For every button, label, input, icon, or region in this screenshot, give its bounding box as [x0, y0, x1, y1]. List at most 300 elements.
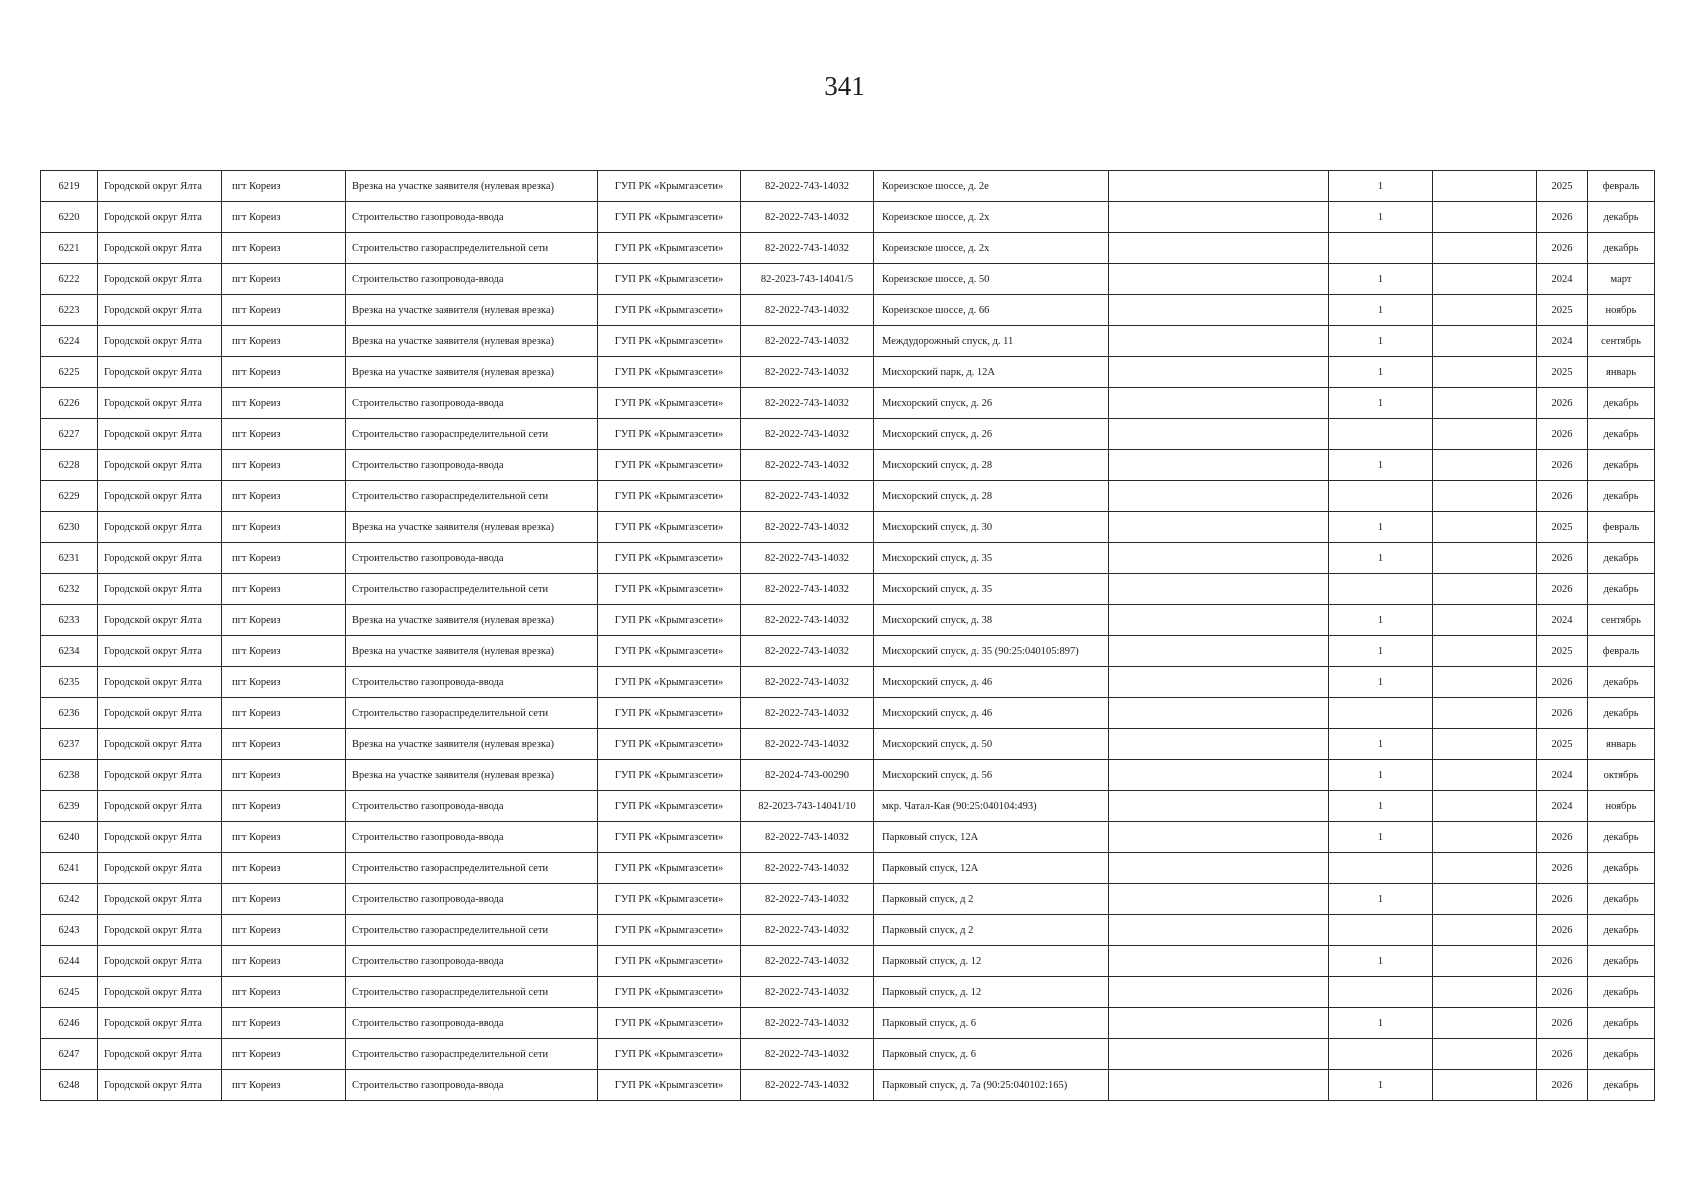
row-number-cell: 6241 — [41, 853, 98, 884]
year-cell: 2026 — [1537, 233, 1588, 264]
count-cell: 1 — [1329, 295, 1433, 326]
year-cell: 2025 — [1537, 512, 1588, 543]
locality-cell: пгт Кореиз — [222, 264, 346, 295]
table-row — [41, 915, 1655, 946]
address-cell: Мисхорский спуск, д. 56 — [874, 760, 1109, 791]
work-type-cell: Строительство газопровода-ввода — [346, 202, 598, 233]
tech-conditions-cell: 82-2022-743-14032 — [741, 822, 874, 853]
month-cell: февраль — [1588, 636, 1655, 667]
tech-conditions-cell: 82-2022-743-14032 — [741, 977, 874, 1008]
address-cell: Мисхорский спуск, д. 26 — [874, 388, 1109, 419]
table-row — [41, 667, 1655, 698]
organization-cell: ГУП РК «Крымгазсети» — [598, 419, 741, 450]
year-cell: 2026 — [1537, 481, 1588, 512]
month-cell: октябрь — [1588, 760, 1655, 791]
count-cell: 1 — [1329, 388, 1433, 419]
district-cell: Городской округ Ялта — [98, 729, 222, 760]
empty-cell — [1433, 326, 1537, 357]
month-cell: декабрь — [1588, 450, 1655, 481]
count-cell — [1329, 853, 1433, 884]
tech-conditions-cell: 82-2024-743-00290 — [741, 760, 874, 791]
empty-cell — [1433, 1070, 1537, 1101]
count-cell — [1329, 233, 1433, 264]
table-row — [41, 295, 1655, 326]
table-row — [41, 760, 1655, 791]
address-cell: Мисхорский спуск, д. 26 — [874, 419, 1109, 450]
register-table-body — [41, 171, 1655, 1101]
gasification-register-table — [40, 170, 1655, 1101]
address-cell: Мисхорский спуск, д. 35 — [874, 543, 1109, 574]
work-type-cell: Врезка на участке заявителя (нулевая врезка) — [346, 357, 598, 388]
year-cell: 2026 — [1537, 822, 1588, 853]
empty-cell — [1109, 729, 1329, 760]
district-cell: Городской округ Ялта — [98, 977, 222, 1008]
district-cell: Городской округ Ялта — [98, 233, 222, 264]
locality-cell: пгт Кореиз — [222, 233, 346, 264]
empty-cell — [1433, 946, 1537, 977]
organization-cell: ГУП РК «Крымгазсети» — [598, 171, 741, 202]
empty-cell — [1109, 946, 1329, 977]
address-cell: Кореизское шоссе, д. 2е — [874, 171, 1109, 202]
month-cell: март — [1588, 264, 1655, 295]
district-cell: Городской округ Ялта — [98, 171, 222, 202]
table-row — [41, 636, 1655, 667]
organization-cell: ГУП РК «Крымгазсети» — [598, 233, 741, 264]
count-cell: 1 — [1329, 543, 1433, 574]
empty-cell — [1109, 698, 1329, 729]
tech-conditions-cell: 82-2022-743-14032 — [741, 853, 874, 884]
work-type-cell: Строительство газопровода-ввода — [346, 1070, 598, 1101]
table-row — [41, 791, 1655, 822]
empty-cell — [1109, 326, 1329, 357]
district-cell: Городской округ Ялта — [98, 822, 222, 853]
work-type-cell: Строительство газопровода-ввода — [346, 884, 598, 915]
count-cell: 1 — [1329, 667, 1433, 698]
address-cell: мкр. Чатал-Кая (90:25:040104:493) — [874, 791, 1109, 822]
count-cell: 1 — [1329, 512, 1433, 543]
month-cell: февраль — [1588, 512, 1655, 543]
empty-cell — [1109, 295, 1329, 326]
work-type-cell: Врезка на участке заявителя (нулевая врезка) — [346, 636, 598, 667]
district-cell: Городской округ Ялта — [98, 1039, 222, 1070]
row-number-cell: 6240 — [41, 822, 98, 853]
organization-cell: ГУП РК «Крымгазсети» — [598, 977, 741, 1008]
tech-conditions-cell: 82-2022-743-14032 — [741, 1039, 874, 1070]
row-number-cell: 6244 — [41, 946, 98, 977]
year-cell: 2026 — [1537, 884, 1588, 915]
count-cell: 1 — [1329, 264, 1433, 295]
district-cell: Городской округ Ялта — [98, 450, 222, 481]
locality-cell: пгт Кореиз — [222, 419, 346, 450]
row-number-cell: 6234 — [41, 636, 98, 667]
year-cell: 2026 — [1537, 1070, 1588, 1101]
month-cell: декабрь — [1588, 1070, 1655, 1101]
locality-cell: пгт Кореиз — [222, 791, 346, 822]
organization-cell: ГУП РК «Крымгазсети» — [598, 574, 741, 605]
empty-cell — [1109, 915, 1329, 946]
district-cell: Городской округ Ялта — [98, 326, 222, 357]
work-type-cell: Врезка на участке заявителя (нулевая врезка) — [346, 295, 598, 326]
organization-cell: ГУП РК «Крымгазсети» — [598, 512, 741, 543]
organization-cell: ГУП РК «Крымгазсети» — [598, 481, 741, 512]
empty-cell — [1109, 667, 1329, 698]
month-cell: декабрь — [1588, 977, 1655, 1008]
locality-cell: пгт Кореиз — [222, 326, 346, 357]
year-cell: 2024 — [1537, 760, 1588, 791]
count-cell — [1329, 481, 1433, 512]
organization-cell: ГУП РК «Крымгазсети» — [598, 1008, 741, 1039]
empty-cell — [1433, 636, 1537, 667]
locality-cell: пгт Кореиз — [222, 605, 346, 636]
year-cell: 2024 — [1537, 264, 1588, 295]
locality-cell: пгт Кореиз — [222, 357, 346, 388]
tech-conditions-cell: 82-2022-743-14032 — [741, 388, 874, 419]
empty-cell — [1109, 760, 1329, 791]
empty-cell — [1433, 388, 1537, 419]
year-cell: 2026 — [1537, 202, 1588, 233]
month-cell: ноябрь — [1588, 295, 1655, 326]
row-number-cell: 6220 — [41, 202, 98, 233]
tech-conditions-cell: 82-2022-743-14032 — [741, 915, 874, 946]
empty-cell — [1109, 853, 1329, 884]
tech-conditions-cell: 82-2022-743-14032 — [741, 512, 874, 543]
count-cell — [1329, 419, 1433, 450]
work-type-cell: Строительство газопровода-ввода — [346, 946, 598, 977]
year-cell: 2026 — [1537, 574, 1588, 605]
district-cell: Городской округ Ялта — [98, 202, 222, 233]
work-type-cell: Строительство газопровода-ввода — [346, 667, 598, 698]
organization-cell: ГУП РК «Крымгазсети» — [598, 791, 741, 822]
empty-cell — [1433, 233, 1537, 264]
table-row — [41, 450, 1655, 481]
row-number-cell: 6222 — [41, 264, 98, 295]
row-number-cell: 6243 — [41, 915, 98, 946]
empty-cell — [1109, 1070, 1329, 1101]
empty-cell — [1109, 450, 1329, 481]
empty-cell — [1433, 512, 1537, 543]
empty-cell — [1433, 574, 1537, 605]
row-number-cell: 6248 — [41, 1070, 98, 1101]
address-cell: Парковый спуск, д. 6 — [874, 1039, 1109, 1070]
month-cell: декабрь — [1588, 698, 1655, 729]
row-number-cell: 6239 — [41, 791, 98, 822]
address-cell: Мисхорский спуск, д. 35 — [874, 574, 1109, 605]
tech-conditions-cell: 82-2023-743-14041/10 — [741, 791, 874, 822]
empty-cell — [1109, 481, 1329, 512]
empty-cell — [1433, 419, 1537, 450]
work-type-cell: Врезка на участке заявителя (нулевая врезка) — [346, 729, 598, 760]
month-cell: ноябрь — [1588, 791, 1655, 822]
month-cell: декабрь — [1588, 853, 1655, 884]
tech-conditions-cell: 82-2022-743-14032 — [741, 884, 874, 915]
empty-cell — [1433, 791, 1537, 822]
table-row — [41, 1008, 1655, 1039]
year-cell: 2026 — [1537, 853, 1588, 884]
work-type-cell: Врезка на участке заявителя (нулевая врезка) — [346, 171, 598, 202]
row-number-cell: 6229 — [41, 481, 98, 512]
table-row — [41, 946, 1655, 977]
address-cell: Парковый спуск, д. 6 — [874, 1008, 1109, 1039]
empty-cell — [1433, 295, 1537, 326]
locality-cell: пгт Кореиз — [222, 915, 346, 946]
empty-cell — [1433, 915, 1537, 946]
month-cell: декабрь — [1588, 481, 1655, 512]
row-number-cell: 6226 — [41, 388, 98, 419]
organization-cell: ГУП РК «Крымгазсети» — [598, 450, 741, 481]
count-cell: 1 — [1329, 357, 1433, 388]
table-row — [41, 1070, 1655, 1101]
district-cell: Городской округ Ялта — [98, 791, 222, 822]
tech-conditions-cell: 82-2022-743-14032 — [741, 326, 874, 357]
year-cell: 2025 — [1537, 357, 1588, 388]
month-cell: декабрь — [1588, 202, 1655, 233]
organization-cell: ГУП РК «Крымгазсети» — [598, 605, 741, 636]
table-row — [41, 388, 1655, 419]
tech-conditions-cell: 82-2022-743-14032 — [741, 605, 874, 636]
row-number-cell: 6221 — [41, 233, 98, 264]
count-cell: 1 — [1329, 946, 1433, 977]
count-cell — [1329, 1039, 1433, 1070]
row-number-cell: 6227 — [41, 419, 98, 450]
empty-cell — [1433, 543, 1537, 574]
work-type-cell: Строительство газораспределительной сети — [346, 574, 598, 605]
empty-cell — [1433, 667, 1537, 698]
count-cell: 1 — [1329, 636, 1433, 667]
count-cell: 1 — [1329, 326, 1433, 357]
district-cell: Городской округ Ялта — [98, 853, 222, 884]
locality-cell: пгт Кореиз — [222, 698, 346, 729]
district-cell: Городской округ Ялта — [98, 1008, 222, 1039]
work-type-cell: Врезка на участке заявителя (нулевая врезка) — [346, 512, 598, 543]
work-type-cell: Строительство газопровода-ввода — [346, 264, 598, 295]
row-number-cell: 6225 — [41, 357, 98, 388]
empty-cell — [1109, 574, 1329, 605]
locality-cell: пгт Кореиз — [222, 388, 346, 419]
organization-cell: ГУП РК «Крымгазсети» — [598, 1039, 741, 1070]
locality-cell: пгт Кореиз — [222, 760, 346, 791]
month-cell: сентябрь — [1588, 605, 1655, 636]
organization-cell: ГУП РК «Крымгазсети» — [598, 760, 741, 791]
locality-cell: пгт Кореиз — [222, 853, 346, 884]
month-cell: январь — [1588, 729, 1655, 760]
address-cell: Мисхорский спуск, д. 30 — [874, 512, 1109, 543]
organization-cell: ГУП РК «Крымгазсети» — [598, 202, 741, 233]
month-cell: декабрь — [1588, 388, 1655, 419]
empty-cell — [1433, 884, 1537, 915]
count-cell: 1 — [1329, 605, 1433, 636]
address-cell: Мисхорский спуск, д. 46 — [874, 667, 1109, 698]
year-cell: 2026 — [1537, 915, 1588, 946]
tech-conditions-cell: 82-2023-743-14041/5 — [741, 264, 874, 295]
empty-cell — [1109, 636, 1329, 667]
table-row — [41, 853, 1655, 884]
address-cell: Кореизское шоссе, д. 2х — [874, 233, 1109, 264]
row-number-cell: 6232 — [41, 574, 98, 605]
locality-cell: пгт Кореиз — [222, 946, 346, 977]
work-type-cell: Строительство газораспределительной сети — [346, 419, 598, 450]
empty-cell — [1433, 481, 1537, 512]
work-type-cell: Строительство газораспределительной сети — [346, 853, 598, 884]
district-cell: Городской округ Ялта — [98, 884, 222, 915]
tech-conditions-cell: 82-2022-743-14032 — [741, 636, 874, 667]
work-type-cell: Врезка на участке заявителя (нулевая врезка) — [346, 605, 598, 636]
organization-cell: ГУП РК «Крымгазсети» — [598, 884, 741, 915]
row-number-cell: 6235 — [41, 667, 98, 698]
year-cell: 2026 — [1537, 543, 1588, 574]
empty-cell — [1433, 357, 1537, 388]
address-cell: Мисхорский спуск, д. 28 — [874, 450, 1109, 481]
count-cell: 1 — [1329, 884, 1433, 915]
address-cell: Мисхорский парк, д. 12А — [874, 357, 1109, 388]
month-cell: декабрь — [1588, 884, 1655, 915]
tech-conditions-cell: 82-2022-743-14032 — [741, 171, 874, 202]
address-cell: Кореизское шоссе, д. 66 — [874, 295, 1109, 326]
empty-cell — [1433, 698, 1537, 729]
work-type-cell: Врезка на участке заявителя (нулевая врезка) — [346, 760, 598, 791]
row-number-cell: 6247 — [41, 1039, 98, 1070]
count-cell — [1329, 915, 1433, 946]
table-row — [41, 884, 1655, 915]
address-cell: Мисхорский спуск, д. 46 — [874, 698, 1109, 729]
organization-cell: ГУП РК «Крымгазсети» — [598, 915, 741, 946]
organization-cell: ГУП РК «Крымгазсети» — [598, 636, 741, 667]
table-row — [41, 233, 1655, 264]
organization-cell: ГУП РК «Крымгазсети» — [598, 946, 741, 977]
table-row — [41, 543, 1655, 574]
organization-cell: ГУП РК «Крымгазсети» — [598, 543, 741, 574]
count-cell: 1 — [1329, 822, 1433, 853]
district-cell: Городской округ Ялта — [98, 357, 222, 388]
locality-cell: пгт Кореиз — [222, 543, 346, 574]
address-cell: Парковый спуск, д. 12 — [874, 977, 1109, 1008]
tech-conditions-cell: 82-2022-743-14032 — [741, 481, 874, 512]
empty-cell — [1433, 853, 1537, 884]
address-cell: Парковый спуск, 12А — [874, 853, 1109, 884]
tech-conditions-cell: 82-2022-743-14032 — [741, 419, 874, 450]
district-cell: Городской округ Ялта — [98, 388, 222, 419]
address-cell: Парковый спуск, д 2 — [874, 884, 1109, 915]
address-cell: Междудорожный спуск, д. 11 — [874, 326, 1109, 357]
table-row — [41, 729, 1655, 760]
month-cell: декабрь — [1588, 233, 1655, 264]
tech-conditions-cell: 82-2022-743-14032 — [741, 543, 874, 574]
empty-cell — [1109, 357, 1329, 388]
work-type-cell: Строительство газораспределительной сети — [346, 698, 598, 729]
row-number-cell: 6238 — [41, 760, 98, 791]
locality-cell: пгт Кореиз — [222, 636, 346, 667]
year-cell: 2025 — [1537, 171, 1588, 202]
district-cell: Городской округ Ялта — [98, 543, 222, 574]
year-cell: 2026 — [1537, 1008, 1588, 1039]
locality-cell: пгт Кореиз — [222, 171, 346, 202]
empty-cell — [1109, 233, 1329, 264]
district-cell: Городской округ Ялта — [98, 481, 222, 512]
district-cell: Городской округ Ялта — [98, 605, 222, 636]
organization-cell: ГУП РК «Крымгазсети» — [598, 357, 741, 388]
year-cell: 2024 — [1537, 791, 1588, 822]
count-cell — [1329, 574, 1433, 605]
organization-cell: ГУП РК «Крымгазсети» — [598, 853, 741, 884]
count-cell — [1329, 698, 1433, 729]
work-type-cell: Строительство газопровода-ввода — [346, 450, 598, 481]
year-cell: 2026 — [1537, 977, 1588, 1008]
count-cell: 1 — [1329, 760, 1433, 791]
table-row — [41, 1039, 1655, 1070]
month-cell: декабрь — [1588, 915, 1655, 946]
empty-cell — [1109, 202, 1329, 233]
tech-conditions-cell: 82-2022-743-14032 — [741, 1008, 874, 1039]
empty-cell — [1433, 1039, 1537, 1070]
address-cell: Мисхорский спуск, д. 28 — [874, 481, 1109, 512]
address-cell: Мисхорский спуск, д. 38 — [874, 605, 1109, 636]
empty-cell — [1109, 884, 1329, 915]
table-row — [41, 512, 1655, 543]
table-row — [41, 698, 1655, 729]
empty-cell — [1109, 419, 1329, 450]
empty-cell — [1109, 388, 1329, 419]
row-number-cell: 6233 — [41, 605, 98, 636]
table-row — [41, 264, 1655, 295]
address-cell: Парковый спуск, д. 7а (90:25:040102:165) — [874, 1070, 1109, 1101]
work-type-cell: Строительство газопровода-ввода — [346, 1008, 598, 1039]
empty-cell — [1433, 760, 1537, 791]
locality-cell: пгт Кореиз — [222, 1070, 346, 1101]
organization-cell: ГУП РК «Крымгазсети» — [598, 822, 741, 853]
district-cell: Городской округ Ялта — [98, 574, 222, 605]
empty-cell — [1109, 512, 1329, 543]
row-number-cell: 6228 — [41, 450, 98, 481]
table-row — [41, 822, 1655, 853]
district-cell: Городской округ Ялта — [98, 295, 222, 326]
month-cell: январь — [1588, 357, 1655, 388]
locality-cell: пгт Кореиз — [222, 977, 346, 1008]
year-cell: 2025 — [1537, 636, 1588, 667]
year-cell: 2025 — [1537, 729, 1588, 760]
year-cell: 2026 — [1537, 388, 1588, 419]
locality-cell: пгт Кореиз — [222, 450, 346, 481]
month-cell: декабрь — [1588, 419, 1655, 450]
work-type-cell: Строительство газопровода-ввода — [346, 791, 598, 822]
locality-cell: пгт Кореиз — [222, 481, 346, 512]
row-number-cell: 6237 — [41, 729, 98, 760]
row-number-cell: 6246 — [41, 1008, 98, 1039]
address-cell: Парковый спуск, 12А — [874, 822, 1109, 853]
locality-cell: пгт Кореиз — [222, 1008, 346, 1039]
empty-cell — [1109, 822, 1329, 853]
locality-cell: пгт Кореиз — [222, 295, 346, 326]
work-type-cell: Строительство газораспределительной сети — [346, 233, 598, 264]
empty-cell — [1433, 977, 1537, 1008]
district-cell: Городской округ Ялта — [98, 698, 222, 729]
count-cell — [1329, 977, 1433, 1008]
work-type-cell: Строительство газораспределительной сети — [346, 915, 598, 946]
district-cell: Городской округ Ялта — [98, 667, 222, 698]
tech-conditions-cell: 82-2022-743-14032 — [741, 357, 874, 388]
table-row — [41, 357, 1655, 388]
row-number-cell: 6219 — [41, 171, 98, 202]
locality-cell: пгт Кореиз — [222, 1039, 346, 1070]
empty-cell — [1109, 791, 1329, 822]
year-cell: 2024 — [1537, 326, 1588, 357]
locality-cell: пгт Кореиз — [222, 729, 346, 760]
page-number: 341 — [824, 71, 865, 101]
row-number-cell: 6230 — [41, 512, 98, 543]
organization-cell: ГУП РК «Крымгазсети» — [598, 388, 741, 419]
organization-cell: ГУП РК «Крымгазсети» — [598, 264, 741, 295]
address-cell: Мисхорский спуск, д. 35 (90:25:040105:897) — [874, 636, 1109, 667]
work-type-cell: Врезка на участке заявителя (нулевая врезка) — [346, 326, 598, 357]
row-number-cell: 6223 — [41, 295, 98, 326]
